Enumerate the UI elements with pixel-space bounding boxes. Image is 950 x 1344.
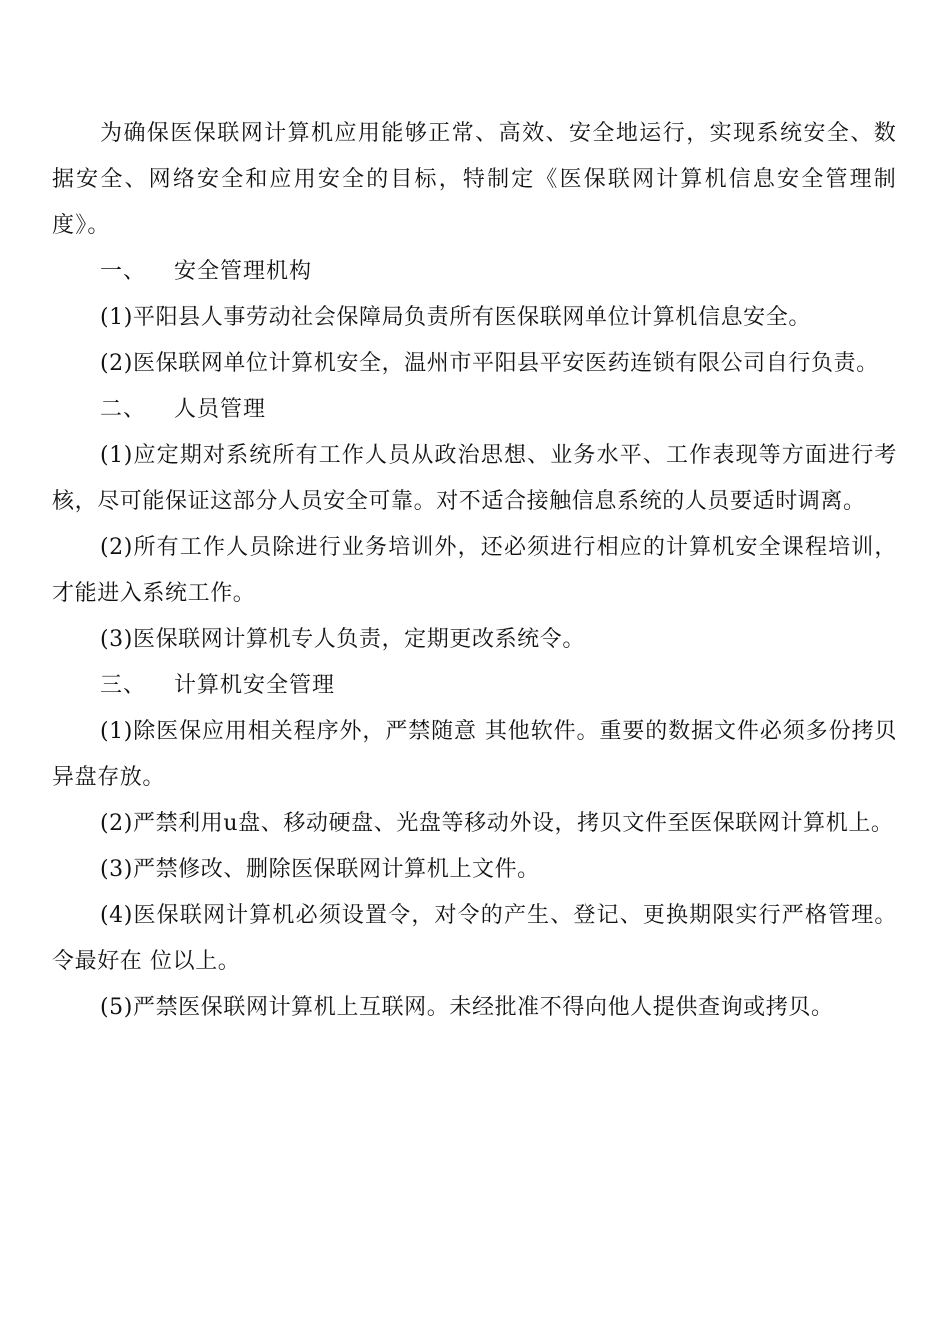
section-number: 一、 — [100, 259, 147, 284]
section-heading-1 — [52, 249, 897, 295]
section-number: 三、 — [100, 673, 147, 698]
intro-paragraph: 为确保医保联网计算机应用能够正常、高效、安全地运行，实现系统安全、数据安全、网络安全和应用安全的目标，特制定《医保联网计算机信息安全管理制度》。 — [52, 121, 897, 238]
section-title: 计算机安全管理 — [174, 673, 336, 698]
list-item: (2)严禁利用u盘、移动硬盘、光盘等移动外设，拷贝文件至医保联网计算机上。 — [100, 811, 894, 836]
list-item: (2)医保联网单位计算机安全，温州市平阳县平安医药连锁有限公司自行负责。 — [100, 351, 879, 376]
list-item: (3)医保联网计算机专人负责，定期更改系统令。 — [100, 627, 585, 652]
list-item: (3)严禁修改、删除医保联网计算机上文件。 — [100, 857, 540, 882]
section-number: 二、 — [100, 397, 147, 422]
list-item: (1)应定期对系统所有工作人员从政治思想、业务水平、工作表现等方面进行考核，尽可能保证这部分人员安全可靠。对不适合接触信息系统的人员要适时调离。 — [52, 443, 897, 514]
document-page — [52, 111, 897, 1031]
list-item: (1)除医保应用相关程序外，严禁随意 其他软件。重要的数据文件必须多份拷贝异盘存放。 — [52, 719, 897, 790]
list-item: (4)医保联网计算机必须设置令，对令的产生、登记、更换期限实行严格管理。令最好在 位以上。 — [52, 903, 897, 974]
list-item: (2)所有工作人员除进行业务培训外，还必须进行相应的计算机安全课程培训，才能进入系统工作。 — [52, 535, 897, 606]
section-heading-2 — [52, 387, 897, 433]
list-item: (5)严禁医保联网计算机上互联网。未经批准不得向他人提供查询或拷贝。 — [100, 995, 834, 1020]
list-item: (1)平阳县人事劳动社会保障局负责所有医保联网单位计算机信息安全。 — [100, 305, 811, 330]
section-heading-3 — [52, 663, 897, 709]
section-title: 安全管理机构 — [174, 259, 313, 284]
section-title: 人员管理 — [174, 397, 267, 422]
